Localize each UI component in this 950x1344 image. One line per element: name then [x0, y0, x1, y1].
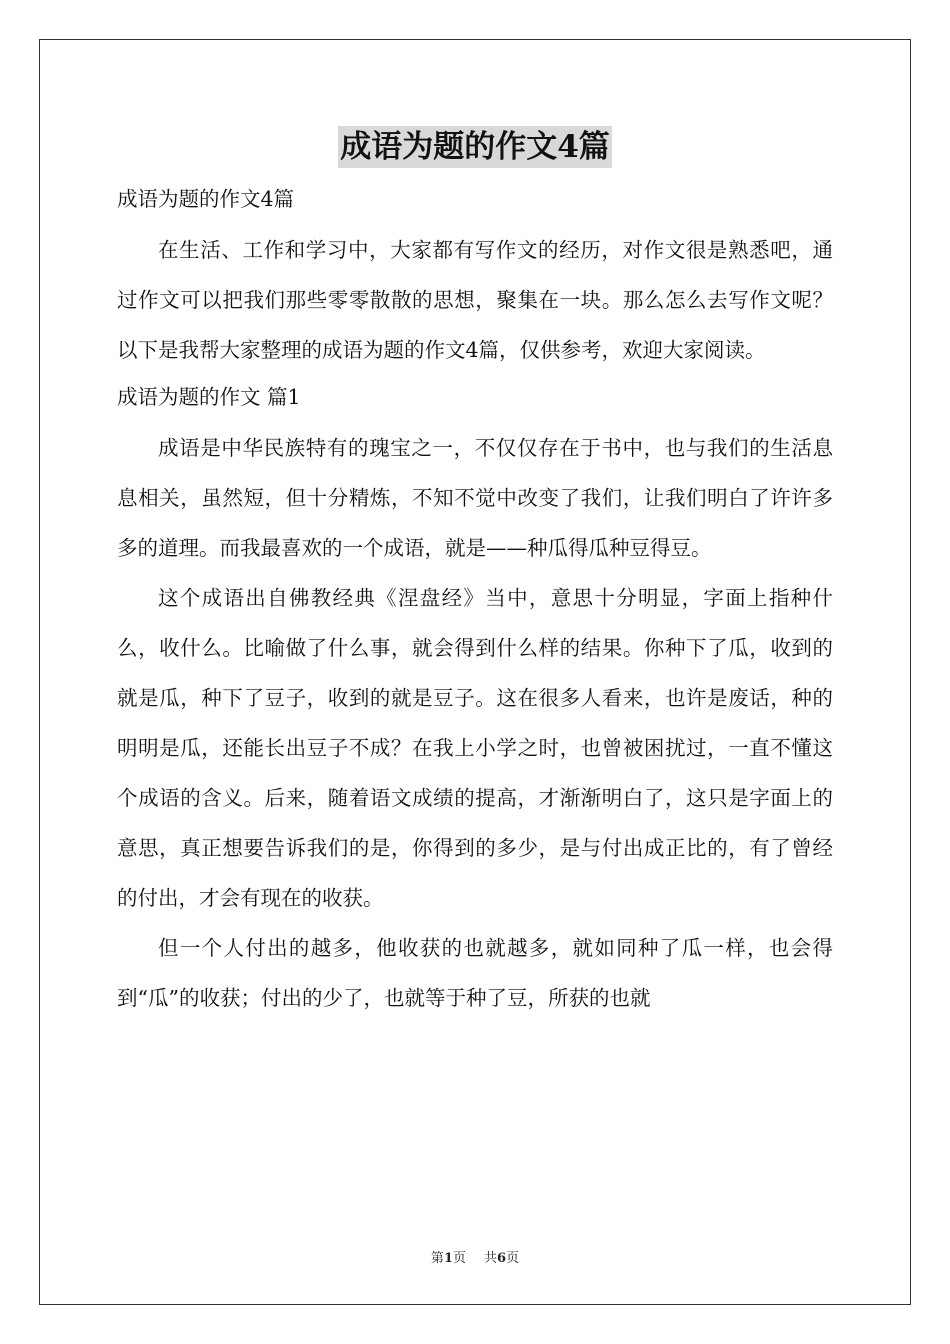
page-total: 6 [497, 1251, 507, 1266]
title-container [0, 126, 950, 168]
page-suffix: 页 [452, 1251, 466, 1266]
body-paragraph-1: 成语是中华民族特有的瑰宝之一，不仅仅存在于书中，也与我们的生活息息相关，虽然短，但十分精炼，不知不觉中改变了我们，让我们明白了许许多多的道理。而我最喜欢的一个成语，就是——种瓜得瓜种豆得豆。 [117, 436, 833, 560]
page-number: 1 [443, 1251, 453, 1266]
intro-paragraph: 在生活、工作和学习中，大家都有写作文的经历，对作文很是熟悉吧，通过作文可以把我们那些零零散散的思想，聚集在一块。那么怎么去写作文呢？以下是我帮大家整理的成语为题的作文4篇，仅供参考，欢迎大家阅读。 [117, 238, 833, 362]
document-subtitle: 成语为题的作文4篇 [117, 187, 295, 211]
section-heading: 成语为题的作文 篇1 [117, 385, 301, 409]
total-prefix: 共 [484, 1251, 498, 1266]
document-title: 成语为题的作文4篇 [338, 126, 612, 168]
page-prefix: 第 [430, 1251, 444, 1266]
document-body [117, 181, 833, 1023]
body-paragraph-3: 但一个人付出的越多，他收获的也就越多，就如同种了瓜一样，也会得到“瓜”的收获；付出的少了，也就等于种了豆，所获的也就 [117, 936, 833, 1010]
body-paragraph-2: 这个成语出自佛教经典《涅盘经》当中，意思十分明显，字面上指种什么，收什么。比喻做了什么事，就会得到什么样的结果。你种下了瓜，收到的就是瓜，种下了豆子，收到的就是豆子。这在很多人看来，也许是废话，种的明明是瓜，还能长出豆子不成？在我上小学之时，也曾被困扰过，一直不懂这个成语的含义。后来，随着语文成绩的提高，才渐渐明白了，这只是字面上的意思，真正想要告诉我们的是，你得到的多少，是与付出成正比的，有了曾经的付出，才会有现在的收获。 [117, 586, 833, 910]
total-suffix: 页 [506, 1251, 520, 1266]
page-footer [0, 1247, 950, 1266]
